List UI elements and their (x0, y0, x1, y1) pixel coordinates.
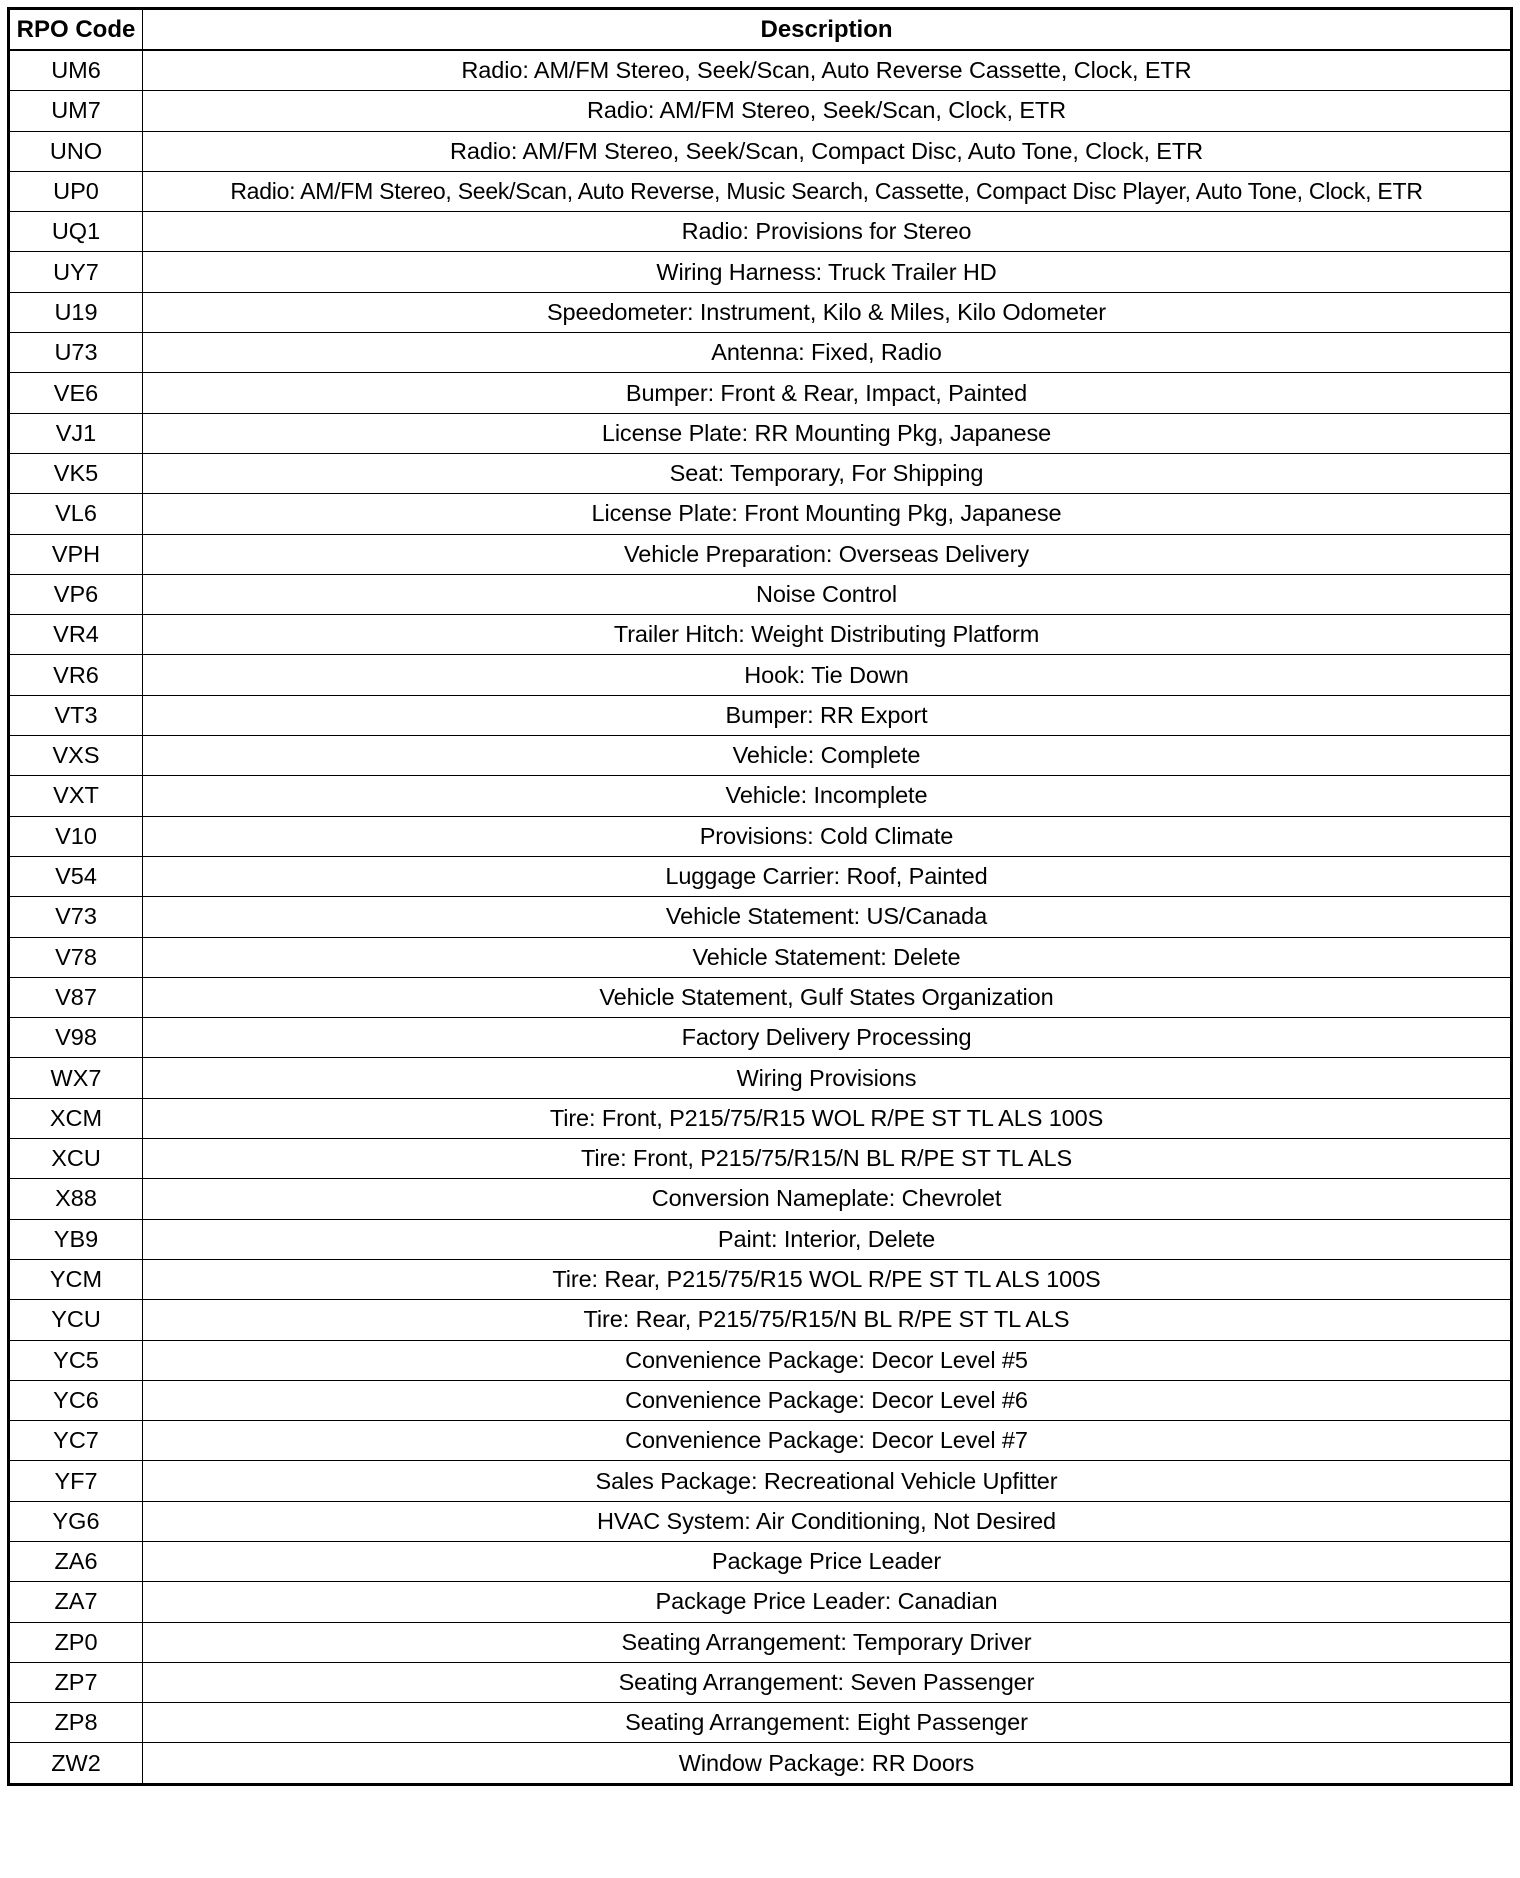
rpo-code-cell: ZA6 (9, 1541, 143, 1581)
table-row (9, 1139, 1512, 1179)
rpo-code-cell: UNO (9, 131, 143, 171)
description-cell: Radio: AM/FM Stereo, Seek/Scan, Compact Disc, Auto Tone, Clock, ETR (143, 131, 1512, 171)
description-cell: Wiring Harness: Truck Trailer HD (143, 252, 1512, 292)
description-cell: Factory Delivery Processing (143, 1018, 1512, 1058)
table-row (9, 131, 1512, 171)
table-row (9, 494, 1512, 534)
rpo-code-cell: YCU (9, 1300, 143, 1340)
rpo-code-cell: VR6 (9, 655, 143, 695)
table-row (9, 50, 1512, 91)
header-rpo-code: RPO Code (9, 9, 143, 51)
rpo-code-cell: ZP8 (9, 1703, 143, 1743)
description-cell: Luggage Carrier: Roof, Painted (143, 856, 1512, 896)
description-cell: Noise Control (143, 574, 1512, 614)
table-row (9, 1380, 1512, 1420)
description-cell: Paint: Interior, Delete (143, 1219, 1512, 1259)
description-cell: Seating Arrangement: Temporary Driver (143, 1622, 1512, 1662)
table-row (9, 413, 1512, 453)
rpo-code-cell: YC5 (9, 1340, 143, 1380)
description-cell: Vehicle: Complete (143, 736, 1512, 776)
description-cell: Sales Package: Recreational Vehicle Upfitter (143, 1461, 1512, 1501)
table-row (9, 856, 1512, 896)
description-cell: Antenna: Fixed, Radio (143, 333, 1512, 373)
rpo-code-cell: YCM (9, 1259, 143, 1299)
description-cell: Package Price Leader (143, 1541, 1512, 1581)
header-row (9, 9, 1512, 51)
table-row (9, 1259, 1512, 1299)
description-cell: Hook: Tie Down (143, 655, 1512, 695)
table-row (9, 1461, 1512, 1501)
description-cell: Bumper: Front & Rear, Impact, Painted (143, 373, 1512, 413)
rpo-code-cell: UY7 (9, 252, 143, 292)
rpo-code-cell: ZP7 (9, 1662, 143, 1702)
rpo-code-cell: UP0 (9, 171, 143, 211)
description-cell: Vehicle Statement: Delete (143, 937, 1512, 977)
rpo-code-cell: VXS (9, 736, 143, 776)
table-body (9, 50, 1512, 1784)
table-row (9, 897, 1512, 937)
rpo-code-cell: VK5 (9, 453, 143, 493)
description-cell: Conversion Nameplate: Chevrolet (143, 1179, 1512, 1219)
table-row (9, 1541, 1512, 1581)
rpo-code-cell: ZP0 (9, 1622, 143, 1662)
description-cell: Tire: Front, P215/75/R15/N BL R/PE ST TL ALS (143, 1139, 1512, 1179)
table-row (9, 736, 1512, 776)
table-row (9, 1300, 1512, 1340)
description-cell: HVAC System: Air Conditioning, Not Desired (143, 1501, 1512, 1541)
description-cell: License Plate: RR Mounting Pkg, Japanese (143, 413, 1512, 453)
description-cell: Seat: Temporary, For Shipping (143, 453, 1512, 493)
description-cell: Window Package: RR Doors (143, 1743, 1512, 1784)
table-row (9, 1219, 1512, 1259)
rpo-code-cell: V98 (9, 1018, 143, 1058)
description-cell: Tire: Front, P215/75/R15 WOL R/PE ST TL ALS 100S (143, 1098, 1512, 1138)
table-row (9, 574, 1512, 614)
rpo-code-cell: V78 (9, 937, 143, 977)
rpo-code-cell: XCM (9, 1098, 143, 1138)
description-cell: Trailer Hitch: Weight Distributing Platform (143, 615, 1512, 655)
description-cell: Vehicle Preparation: Overseas Delivery (143, 534, 1512, 574)
rpo-code-cell: UM7 (9, 91, 143, 131)
table-row (9, 1582, 1512, 1622)
description-cell: Radio: Provisions for Stereo (143, 212, 1512, 252)
description-cell: Convenience Package: Decor Level #5 (143, 1340, 1512, 1380)
table-row (9, 1501, 1512, 1541)
table-row (9, 1058, 1512, 1098)
rpo-code-cell: U19 (9, 292, 143, 332)
description-cell: Wiring Provisions (143, 1058, 1512, 1098)
table-row (9, 1662, 1512, 1702)
rpo-code-cell: VXT (9, 776, 143, 816)
description-cell: Vehicle Statement, Gulf States Organization (143, 977, 1512, 1017)
table-row (9, 91, 1512, 131)
rpo-code-cell: UM6 (9, 50, 143, 91)
rpo-code-cell: UQ1 (9, 212, 143, 252)
table-row (9, 292, 1512, 332)
description-cell: Convenience Package: Decor Level #6 (143, 1380, 1512, 1420)
table-row (9, 534, 1512, 574)
description-cell: Radio: AM/FM Stereo, Seek/Scan, Auto Reverse Cassette, Clock, ETR (143, 50, 1512, 91)
rpo-code-cell: VR4 (9, 615, 143, 655)
description-cell: Package Price Leader: Canadian (143, 1582, 1512, 1622)
rpo-code-cell: V54 (9, 856, 143, 896)
rpo-code-cell: V10 (9, 816, 143, 856)
rpo-code-cell: YB9 (9, 1219, 143, 1259)
table-row (9, 977, 1512, 1017)
table-row (9, 1179, 1512, 1219)
rpo-code-sheet (7, 7, 1510, 1786)
description-cell: Provisions: Cold Climate (143, 816, 1512, 856)
rpo-code-cell: VT3 (9, 695, 143, 735)
table-row (9, 776, 1512, 816)
table-row (9, 212, 1512, 252)
rpo-code-cell: U73 (9, 333, 143, 373)
description-cell: Radio: AM/FM Stereo, Seek/Scan, Auto Reverse, Music Search, Cassette, Compact Disc Player, Auto Tone, Clock, ETR (143, 171, 1512, 211)
table-row (9, 252, 1512, 292)
header-description: Description (143, 9, 1512, 51)
table-header (9, 9, 1512, 51)
table-row (9, 816, 1512, 856)
description-cell: Vehicle: Incomplete (143, 776, 1512, 816)
rpo-code-cell: WX7 (9, 1058, 143, 1098)
description-cell: Speedometer: Instrument, Kilo & Miles, Kilo Odometer (143, 292, 1512, 332)
rpo-code-cell: VJ1 (9, 413, 143, 453)
description-cell: License Plate: Front Mounting Pkg, Japanese (143, 494, 1512, 534)
rpo-code-cell: YG6 (9, 1501, 143, 1541)
rpo-code-cell: XCU (9, 1139, 143, 1179)
description-cell: Tire: Rear, P215/75/R15 WOL R/PE ST TL ALS 100S (143, 1259, 1512, 1299)
rpo-code-cell: VE6 (9, 373, 143, 413)
rpo-code-cell: VPH (9, 534, 143, 574)
description-cell: Vehicle Statement: US/Canada (143, 897, 1512, 937)
rpo-code-cell: V87 (9, 977, 143, 1017)
rpo-code-cell: ZW2 (9, 1743, 143, 1784)
table-row (9, 695, 1512, 735)
table-row (9, 171, 1512, 211)
rpo-code-cell: YF7 (9, 1461, 143, 1501)
table-row (9, 655, 1512, 695)
rpo-code-cell: ZA7 (9, 1582, 143, 1622)
table-row (9, 1018, 1512, 1058)
table-row (9, 1340, 1512, 1380)
rpo-code-cell: VL6 (9, 494, 143, 534)
description-cell: Seating Arrangement: Eight Passenger (143, 1703, 1512, 1743)
description-cell: Seating Arrangement: Seven Passenger (143, 1662, 1512, 1702)
rpo-code-table (7, 7, 1513, 1786)
description-cell: Convenience Package: Decor Level #7 (143, 1421, 1512, 1461)
table-row (9, 1421, 1512, 1461)
table-row (9, 1098, 1512, 1138)
rpo-code-cell: V73 (9, 897, 143, 937)
description-cell: Bumper: RR Export (143, 695, 1512, 735)
table-row (9, 1743, 1512, 1784)
description-cell: Tire: Rear, P215/75/R15/N BL R/PE ST TL ALS (143, 1300, 1512, 1340)
rpo-code-cell: YC7 (9, 1421, 143, 1461)
table-row (9, 937, 1512, 977)
rpo-code-cell: YC6 (9, 1380, 143, 1420)
rpo-code-cell: X88 (9, 1179, 143, 1219)
table-row (9, 1703, 1512, 1743)
description-cell: Radio: AM/FM Stereo, Seek/Scan, Clock, ETR (143, 91, 1512, 131)
table-row (9, 453, 1512, 493)
table-row (9, 373, 1512, 413)
table-row (9, 1622, 1512, 1662)
table-row (9, 333, 1512, 373)
table-row (9, 615, 1512, 655)
rpo-code-cell: VP6 (9, 574, 143, 614)
